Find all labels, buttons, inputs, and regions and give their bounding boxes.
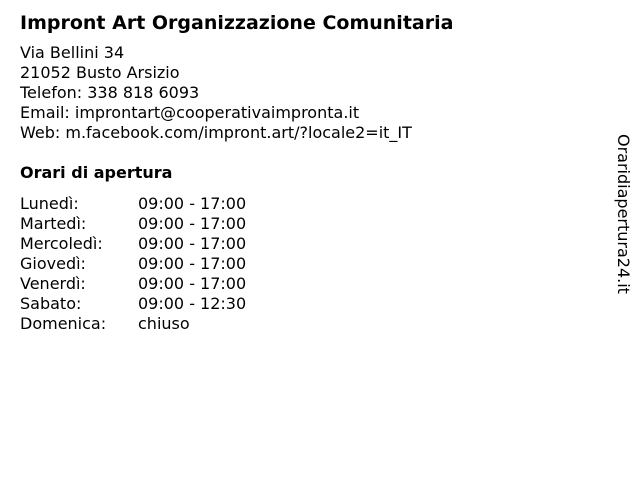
day-label: Domenica: <box>20 314 107 333</box>
hours-value: 09:00 - 17:00 <box>138 274 247 293</box>
phone-number: Telefon: 338 818 6093 <box>20 83 200 102</box>
hours-value: 09:00 - 17:00 <box>138 214 247 233</box>
opening-hours-list <box>20 194 320 334</box>
day-label: Mercoledì: <box>20 234 103 253</box>
hours-row-sunday <box>20 314 320 334</box>
email-address: Email: improntart@cooperativaimpronta.it <box>20 103 360 122</box>
hours-row-saturday <box>20 294 320 314</box>
hours-row-monday <box>20 194 320 214</box>
day-label: Venerdì: <box>20 274 86 293</box>
day-label: Lunedì: <box>20 194 79 213</box>
hours-value: chiuso <box>138 314 190 333</box>
site-brand-watermark: Oraridiapertura24.it <box>614 134 633 294</box>
hours-value: 09:00 - 17:00 <box>138 234 247 253</box>
opening-hours-heading: Orari di apertura <box>20 163 173 182</box>
hours-value: 09:00 - 12:30 <box>138 294 247 313</box>
hours-value: 09:00 - 17:00 <box>138 194 247 213</box>
hours-row-thursday <box>20 254 320 274</box>
business-name: Impront Art Organizzazione Comunitaria <box>20 12 454 34</box>
website: Web: m.facebook.com/impront.art/?locale2=it_IT <box>20 123 412 142</box>
hours-row-friday <box>20 274 320 294</box>
address-city: 21052 Busto Arsizio <box>20 63 180 82</box>
hours-row-wednesday <box>20 234 320 254</box>
day-label: Giovedì: <box>20 254 86 273</box>
contact-info <box>20 43 412 143</box>
day-label: Sabato: <box>20 294 82 313</box>
day-label: Martedì: <box>20 214 87 233</box>
hours-row-tuesday <box>20 214 320 234</box>
hours-value: 09:00 - 17:00 <box>138 254 247 273</box>
address-street: Via Bellini 34 <box>20 43 125 62</box>
